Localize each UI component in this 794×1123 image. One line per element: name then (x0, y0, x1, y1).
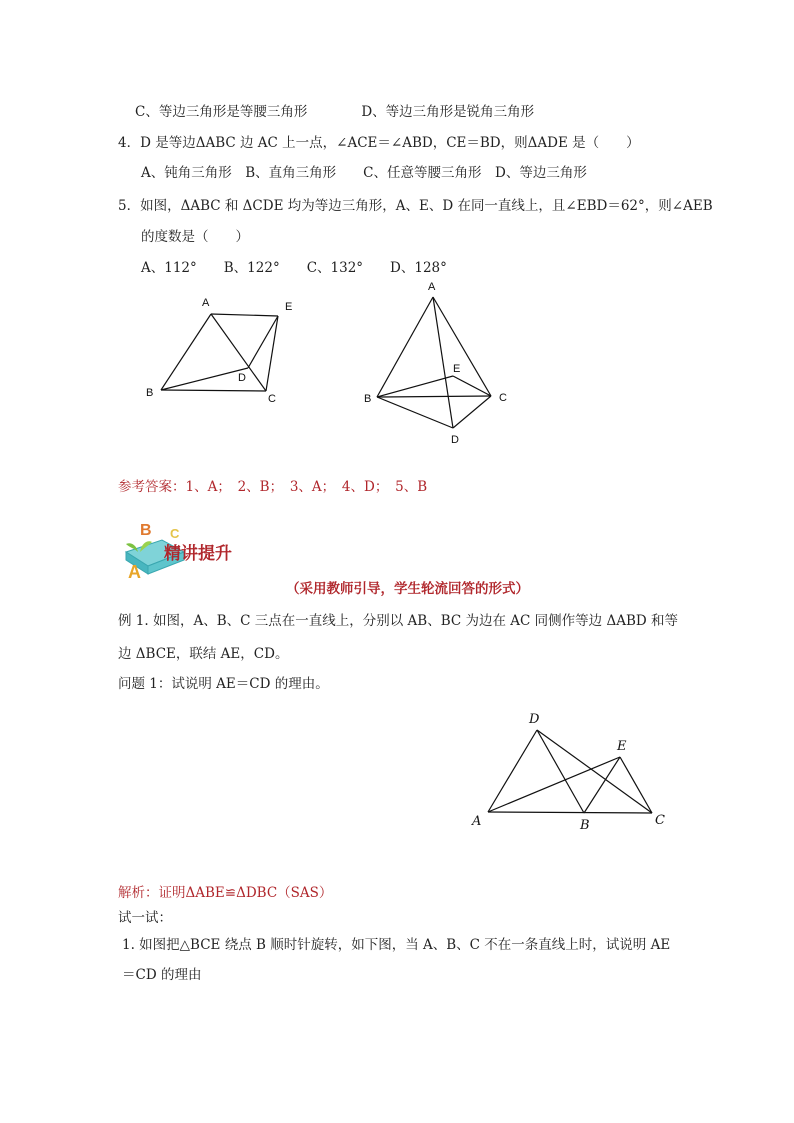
q4-options: A、钝角三角形 B、直角三角形 C、任意等腰三角形 D、等边三角形 (141, 165, 587, 181)
fig2-segment-bc (377, 396, 491, 397)
fig3-label-b: B (580, 818, 590, 833)
fig3-segment-ac (488, 812, 652, 813)
fig1-segment-bc (161, 390, 266, 391)
q4-stem: 4．D 是等边ΔABC 边 AC 上一点，∠ACE＝∠ABD，CE＝BD，则ΔADE 是（ ） (118, 135, 640, 151)
section-subtitle: （采用教师引导，学生轮流回答的形式） (286, 581, 529, 597)
example1-line2: 边 ΔBCE，联结 AE，CD。 (118, 646, 289, 662)
fig3-segment-ae (488, 757, 620, 812)
example1-line1: 例 1. 如图，A、B、C 三点在一直线上，分别以 AB、BC 为边在 AC 同侧作等边 ΔABD 和等 (118, 613, 678, 629)
try1-line1: 1. 如图把△BCE 绕点 B 顺时针旋转，如下图，当 A、B、C 不在一条直线上时，试说明 AE (122, 937, 671, 953)
logo-letter-b: B (140, 522, 152, 539)
section-title: 精讲提升 (164, 544, 232, 564)
reference-answers: 参考答案：1、A； 2、B； 3、A； 4、D； 5、B (118, 479, 428, 495)
fig3-label-d: D (529, 712, 540, 727)
fig3-label-c: C (655, 813, 665, 828)
fig2-segment-be (377, 376, 453, 397)
fig1-label-a: A (202, 297, 210, 309)
figure-2 (360, 280, 520, 450)
fig3-segment-be (584, 757, 620, 813)
fig3-label-a: A (472, 814, 482, 829)
fig1-label-c: C (268, 393, 276, 405)
fig1-segment-ab (161, 314, 211, 390)
fig2-segment-dc (453, 396, 491, 428)
fig3-label-e: E (617, 739, 627, 754)
q5-stem-line1: 5．如图，ΔABC 和 ΔCDE 均为等边三角形，A、E、D 在同一直线上，且∠EBD＝62°，则∠AEB (118, 198, 713, 214)
fig2-label-e: E (453, 363, 461, 375)
example1-question1: 问题 1：试说明 AE＝CD 的理由。 (118, 676, 329, 692)
fig1-label-b: B (146, 387, 154, 399)
logo-letter-a: A (128, 562, 141, 580)
figure-1 (140, 290, 310, 415)
try1-line2: ＝CD 的理由 (122, 967, 202, 983)
fig2-label-b: B (364, 393, 372, 405)
fig2-label-d: D (451, 434, 459, 446)
figure-3 (466, 705, 676, 840)
fig1-label-d: D (238, 372, 246, 384)
fig2-segment-bd (377, 397, 453, 428)
q3-options-cd: C、等边三角形是等腰三角形 D、等边三角形是锐角三角形 (135, 104, 535, 120)
fig2-segment-ab (377, 297, 433, 397)
fig3-segment-dc (537, 730, 652, 813)
try-title: 试一试： (118, 910, 172, 926)
fig1-segment-bd (161, 368, 248, 390)
q5-options: A、112° B、122° C、132° D、128° (141, 260, 447, 276)
fig3-segment-db (537, 730, 584, 813)
q5-stem-line2: 的度数是（ ） (141, 229, 249, 245)
logo-letter-c: C (170, 526, 180, 541)
fig2-label-a: A (428, 281, 436, 293)
fig3-segment-ec (620, 757, 652, 813)
fig1-label-e: E (285, 301, 293, 313)
fig1-segment-ae (211, 314, 278, 316)
fig3-segment-ad (488, 730, 537, 812)
fig2-label-c: C (499, 392, 507, 404)
analysis-text: 解析：证明ΔABE≌ΔDBC（SAS） (118, 885, 333, 901)
fig2-segment-ad (433, 297, 453, 428)
